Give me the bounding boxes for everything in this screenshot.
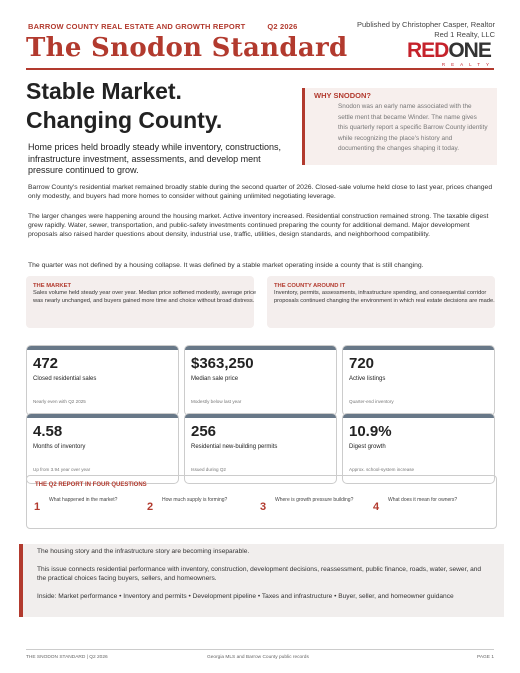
stat-value: 256 bbox=[191, 423, 217, 440]
question-number: 2 bbox=[147, 501, 154, 513]
headline-line-2: Changing County. bbox=[26, 107, 223, 133]
stat-note: Issued during Q2 bbox=[191, 467, 226, 472]
county-card bbox=[267, 276, 495, 328]
stat-bar bbox=[185, 414, 336, 418]
stat-card-median-price bbox=[184, 345, 337, 416]
county-card-title: THE COUNTY AROUND IT bbox=[274, 283, 346, 289]
logo-one: ONE bbox=[448, 39, 491, 62]
footer-left: THE SNODON STANDARD | Q2 2026 bbox=[26, 655, 108, 660]
question-number: 1 bbox=[34, 501, 41, 513]
logo-red: RED bbox=[407, 39, 449, 62]
stat-card-closed-sales bbox=[26, 345, 179, 416]
headline bbox=[26, 77, 222, 135]
kicker-quarter: Q2 2026 bbox=[267, 22, 298, 31]
stat-value: 10.9% bbox=[349, 423, 392, 440]
summary-panel bbox=[19, 544, 504, 617]
stat-label: Closed residential sales bbox=[33, 376, 97, 382]
summary-paragraph-2: This issue connects residential performance with inventory, construction, development decisions, reassessment, public finance, roads, water, sewer, and the practical choices facing buyers, sellers, and homeowners. bbox=[37, 566, 482, 582]
stat-note: Quarter-end inventory bbox=[349, 399, 394, 404]
question-text: Where is growth pressure building? bbox=[275, 497, 354, 503]
stat-card-digest-growth bbox=[342, 413, 495, 484]
body-paragraph-1: Barrow County's residential market remained broadly stable during the second quarter of 2026. Closed-sale volume held close to last year, prices changed only modestly, and buyers had more homes to consider without gaining unlimited negotiating leverage. bbox=[28, 184, 493, 200]
masthead-rule bbox=[26, 68, 494, 70]
dek-text: Home prices held broadly steady while inventory, constructions, infrastructure investment, assessments, and develop ment pressure continued to grow. bbox=[28, 142, 281, 175]
stat-card-permits bbox=[184, 413, 337, 484]
why-body: Snodon was an early name associated with the settle ment that became Winder. The name gives this quarterly report a specific Barrow County identity while recognizing the place's history and documenting the changes shaping it today. bbox=[338, 103, 488, 153]
question-text: What happened in the market? bbox=[49, 497, 118, 503]
stat-value: $363,250 bbox=[191, 355, 254, 372]
stat-bar bbox=[27, 346, 178, 350]
red-one-realty-logo bbox=[407, 40, 495, 66]
stat-bar bbox=[185, 346, 336, 350]
headline-line-1: Stable Market. bbox=[26, 78, 182, 104]
brokerage-name: Red 1 Realty, LLC bbox=[434, 30, 495, 39]
masthead-title: The Snodon Standard bbox=[26, 33, 348, 63]
summary-paragraph-3: Inside: Market performance • Inventory and permits • Development pipeline • Taxes and infrastructure • Buyer, seller, and homeowner guidance bbox=[37, 593, 454, 600]
stat-bar bbox=[27, 414, 178, 418]
stat-value: 472 bbox=[33, 355, 59, 372]
summary-paragraph-1: The housing story and the infrastructure story are becoming inseparable. bbox=[37, 548, 250, 555]
stat-card-months-inventory bbox=[26, 413, 179, 484]
stat-label: Digest growth bbox=[349, 444, 386, 450]
body-paragraph-2: The larger changes were happening around the housing market. Active inventory increased. Residential construction remained strong. The taxable digest grew rapidly. Water, sewer, transportation, and public-safety investments continued preparing the county for additional demand. Major development proposals also raised harder questions about density, industrial use, traffic, utilities, design standards, and neighborhood compatibility. bbox=[28, 213, 489, 238]
stat-value: 720 bbox=[349, 355, 375, 372]
footer-rule bbox=[26, 649, 494, 650]
stat-label: Active listings bbox=[349, 376, 386, 382]
market-card-body: Sales volume held steady year over year. Median price softened modestly, average price was nearly unchanged, and buyers gained more time and choice without broad distress. bbox=[33, 290, 257, 304]
stat-card-active-listings bbox=[342, 345, 495, 416]
publisher-block bbox=[357, 20, 495, 40]
market-card bbox=[26, 276, 257, 328]
question-number: 3 bbox=[260, 501, 267, 513]
questions-title: THE Q2 REPORT IN FOUR QUESTIONS bbox=[35, 482, 147, 488]
logo-realty: REALTY bbox=[441, 62, 495, 67]
stat-bar bbox=[343, 346, 494, 350]
stat-note: Approx. school-system increase bbox=[349, 467, 415, 472]
question-text: How much supply is forming? bbox=[162, 497, 228, 503]
stat-label: Median sale price bbox=[191, 376, 239, 382]
stat-label: Months of inventory bbox=[33, 444, 86, 450]
stat-note: Up from 3.94 year over year bbox=[33, 467, 91, 472]
stat-label: Residential new-building permits bbox=[191, 444, 278, 450]
question-text: What does it mean for owners? bbox=[388, 497, 458, 503]
why-title: WHY SNODON? bbox=[314, 91, 371, 100]
question-number: 4 bbox=[373, 501, 380, 513]
four-questions-box bbox=[26, 475, 497, 529]
kicker-title: BARROW COUNTY REAL ESTATE AND GROWTH REPORT bbox=[28, 22, 246, 31]
footer-page: PAGE 1 bbox=[477, 655, 494, 660]
stat-note: Modestly below last year bbox=[191, 399, 242, 404]
market-card-title: THE MARKET bbox=[33, 283, 71, 289]
body-paragraph-3: The quarter was not defined by a housing collapse. It was defined by a stable market operating inside a county that is still changing. bbox=[28, 262, 424, 269]
county-card-body: Inventory, permits, assessments, infrastructure spending, and consequential corridor proposals continued changing the environment in which real estate decisions are made. bbox=[274, 290, 495, 304]
report-kicker bbox=[28, 22, 298, 31]
stat-bar bbox=[343, 414, 494, 418]
published-by: Published by Christopher Casper, Realtor bbox=[357, 20, 495, 29]
stat-note: Nearly even with Q2 2025 bbox=[33, 399, 86, 404]
stat-value: 4.58 bbox=[33, 423, 63, 440]
footer-source: Georgia MLS and Barrow County public records bbox=[207, 655, 309, 660]
why-snodon-sidebar bbox=[302, 88, 497, 165]
